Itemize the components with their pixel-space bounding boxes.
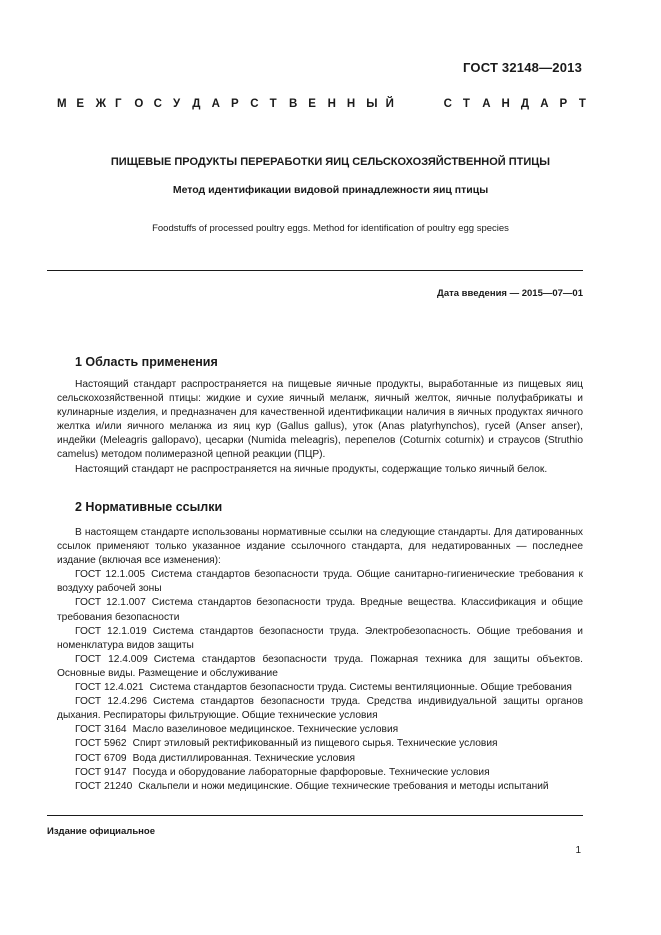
- reference-item: [57, 766, 583, 780]
- reference-title: Система стандартов безопасности труда. Пожарная техника для защиты объектов. Основные виды. Размещение и обслуживание: [57, 653, 583, 679]
- reference-item: [57, 596, 583, 624]
- document-title: ПИЩЕВЫЕ ПРОДУКТЫ ПЕРЕРАБОТКИ ЯИЦ СЕЛЬСКОХОЗЯЙСТВЕННОЙ ПТИЦЫ: [110, 156, 551, 168]
- reference-title: Система стандартов безопасности труда. Системы вентиляционные. Общие требования: [149, 682, 572, 694]
- reference-code: ГОСТ 9147: [75, 766, 127, 778]
- section-1-body: [57, 378, 583, 477]
- reference-item: [57, 625, 583, 653]
- section-1-heading: 1 Область применения: [75, 355, 218, 369]
- reference-title: Система стандартов безопасности труда. Электробезопасность. Общие требования и номенклатура видов защиты: [57, 625, 583, 651]
- official-edition-note: Издание официальное: [47, 826, 155, 837]
- reference-item: [57, 780, 583, 794]
- reference-code: ГОСТ 21240: [75, 780, 133, 792]
- reference-code: ГОСТ 12.1.005: [75, 569, 146, 581]
- reference-item: [57, 752, 583, 766]
- reference-list: [57, 568, 583, 794]
- reference-title: Система стандартов безопасности труда. Вредные вещества. Классификация и общие требования безопасности: [57, 597, 583, 623]
- reference-item: [57, 723, 583, 737]
- introduction-date: Дата введения — 2015—07—01: [437, 288, 583, 299]
- reference-title: Вода дистиллированная. Технические условия: [132, 752, 355, 764]
- reference-title: Скальпели и ножи медицинские. Общие технические требования и методы испытаний: [138, 780, 549, 792]
- footer-divider: [47, 815, 583, 816]
- section-1-paragraph: Настоящий стандарт распространяется на пищевые яичные продукты, выработанные из пищевых яиц сельскохозяйственной птицы: жидкие и сухие яичный меланж, яичный желток, яичные полуфабрикаты и кулинарные изделия, и предназначен для качественной идентификации наличия в яичных продуктах яичного желтка и/или яичного меланжа из яиц кур (Gallus gallus), уток (Anas platyrhynchos), гусей (Anser anser), индейки (Meleagris gallopavo), цесарки (Numida meleagris), перепелов (Coturnix coturnix) и страусов (Struthio camelus) методом полимеразной цепной реакции (ПЦР).: [57, 379, 583, 461]
- reference-item: [57, 653, 583, 681]
- header-divider: [47, 270, 583, 271]
- reference-title: Система стандартов безопасности труда. Средства индивидуальной защиты органов дыхания. Респираторы фильтрующие. Общие технические условия: [57, 696, 583, 722]
- reference-item: [57, 695, 583, 723]
- english-title: Foodstuffs of processed poultry eggs. Method for identification of poultry egg species: [152, 223, 509, 234]
- reference-title: Спирт этиловый ректификованный из пищевого сырья. Технические условия: [132, 738, 498, 750]
- reference-code: ГОСТ 6709: [75, 752, 127, 764]
- document-subtitle: Метод идентификации видовой принадлежности яиц птицы: [172, 184, 489, 196]
- section-1-paragraph: Настоящий стандарт не распространяется на яичные продукты, содержащие только яичный белок.: [75, 463, 548, 475]
- section-2-heading: 2 Нормативные ссылки: [75, 500, 223, 514]
- section-2-body: [57, 526, 583, 794]
- reference-code: ГОСТ 5962: [75, 738, 127, 750]
- page-number: 1: [575, 845, 581, 856]
- document-number: ГОСТ 32148—2013: [463, 60, 582, 75]
- reference-item: [57, 737, 583, 751]
- reference-code: ГОСТ 12.1.019: [75, 625, 147, 637]
- reference-item: [57, 568, 583, 596]
- reference-item: [57, 681, 583, 695]
- reference-code: ГОСТ 12.4.296: [75, 696, 148, 708]
- section-2-intro: В настоящем стандарте использованы нормативные ссылки на следующие стандарты. Для датированных ссылок применяют только указанное издание ссылочного стандарта, для недатированных — последнее издание (включая все изменения):: [57, 527, 583, 567]
- reference-code: ГОСТ 12.1.007: [75, 597, 146, 609]
- reference-code: ГОСТ 12.4.009: [75, 653, 148, 665]
- reference-code: ГОСТ 3164: [75, 724, 127, 736]
- standard-type-heading: М Е Ж Г О С У Д А Р С Т В Е Н Н Ы Й С Т А Н Д А Р Т: [57, 98, 586, 110]
- reference-code: ГОСТ 12.4.021: [75, 682, 144, 694]
- reference-title: Масло вазелиновое медицинское. Технические условия: [132, 724, 399, 736]
- reference-title: Система стандартов безопасности труда. Общие санитарно-гигиенические требования к воздуху рабочей зоны: [57, 569, 583, 595]
- reference-title: Посуда и оборудование лабораторные фарфоровые. Технические условия: [132, 766, 490, 778]
